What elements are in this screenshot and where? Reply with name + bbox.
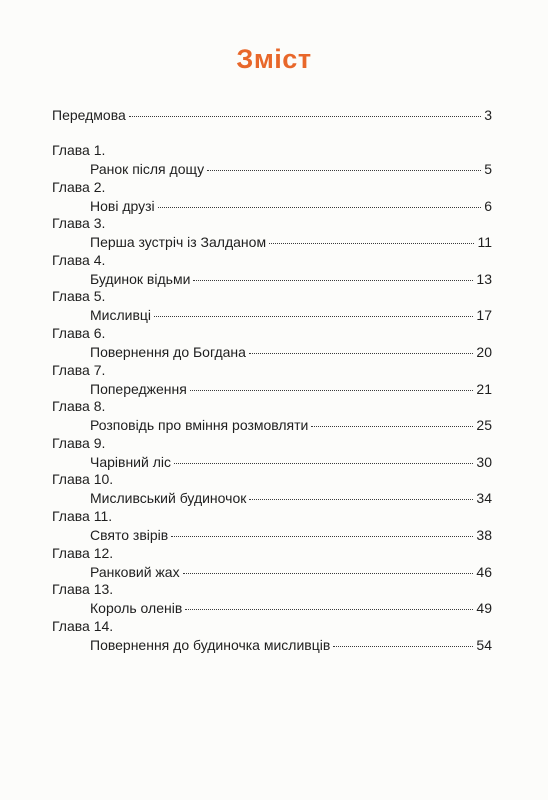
dot-leader: [249, 499, 473, 500]
toc-entry-chapter: [90, 526, 492, 544]
dot-leader: [190, 390, 474, 391]
page-number: 25: [476, 417, 492, 433]
dot-leader: [174, 463, 473, 464]
dot-leader: [183, 573, 474, 574]
chapter-title: Свято звірів: [90, 527, 169, 543]
chapter-label: Глава 12.: [52, 545, 114, 561]
dot-leader: [249, 353, 474, 354]
chapter-label: Глава 9.: [52, 435, 106, 451]
page-number: 3: [484, 107, 492, 123]
toc-entry-chapter: [90, 563, 492, 581]
page-number: 5: [484, 161, 492, 177]
chapter-title: Будинок відьми: [90, 271, 191, 287]
chapter-title: Попередження: [90, 381, 187, 397]
toc-entry-preface: [52, 106, 492, 124]
toc-entry-chapter: [90, 453, 492, 471]
chapter-title: Перша зустріч із Залданом: [90, 234, 267, 250]
chapter-title: Розповідь про вміння розмовляти: [90, 417, 309, 433]
chapter-label: Глава 4.: [52, 252, 106, 268]
chapter-title: Мисливці: [90, 307, 152, 323]
dot-leader: [185, 609, 473, 610]
toc-entry-chapter: [90, 489, 492, 507]
page-number: 11: [477, 234, 492, 250]
toc-entry-chapter: [90, 160, 492, 178]
chapter-label: Глава 10.: [52, 471, 114, 487]
chapter-label: Глава 7.: [52, 362, 106, 378]
page-number: 21: [476, 381, 492, 397]
page-number: 6: [484, 198, 492, 214]
chapter-title: Повернення до будиночка мисливців: [90, 637, 331, 653]
chapter-label: Глава 2.: [52, 179, 106, 195]
toc-entry-chapter: [90, 343, 492, 361]
chapter-label: Глава 6.: [52, 325, 106, 341]
chapter-title: Ранок після дощу: [90, 161, 205, 177]
chapter-title: Чарівний ліс: [90, 454, 171, 470]
page-number: 17: [476, 307, 492, 323]
toc-entry-chapter: [90, 636, 492, 654]
chapter-label: Глава 13.: [52, 581, 114, 597]
dot-leader: [193, 280, 473, 281]
dot-leader: [207, 170, 481, 171]
toc-entry-chapter: [90, 197, 492, 215]
chapter-title: Король оленів: [90, 600, 183, 616]
dot-leader: [158, 207, 482, 208]
page-number: 20: [476, 344, 492, 360]
chapter-label: Глава 8.: [52, 398, 106, 414]
dot-leader: [154, 316, 473, 317]
chapter-label: Глава 3.: [52, 215, 106, 231]
page-number: 49: [476, 600, 492, 616]
toc-entry-chapter: [90, 233, 492, 251]
toc-entry-chapter: [90, 599, 492, 617]
toc-entry-chapter: [90, 380, 492, 398]
chapter-label: Глава 1.: [52, 142, 106, 158]
page-number: 54: [476, 637, 492, 653]
page-number: 34: [476, 490, 492, 506]
page-number: 13: [476, 271, 492, 287]
dot-leader: [129, 116, 481, 117]
page-title: Зміст: [236, 44, 312, 74]
page-number: 38: [476, 527, 492, 543]
chapter-label: Глава 14.: [52, 618, 114, 634]
chapter-label: Глава 11.: [52, 508, 113, 524]
dot-leader: [171, 536, 473, 537]
chapter-title: Мисливський будиночок: [90, 490, 247, 506]
page-number: 46: [476, 564, 492, 580]
toc-entry-chapter: [90, 270, 492, 288]
toc-entry-chapter: [90, 306, 492, 324]
preface-label: Передмова: [52, 107, 126, 123]
dot-leader: [269, 243, 474, 244]
chapter-title: Ранковий жах: [90, 564, 180, 580]
chapter-title: Нові друзі: [90, 198, 155, 214]
toc-entry-chapter: [90, 416, 492, 434]
page-number: 30: [476, 454, 492, 470]
chapter-title: Повернення до Богдана: [90, 344, 246, 360]
dot-leader: [311, 426, 473, 427]
dot-leader: [333, 646, 473, 647]
chapter-label: Глава 5.: [52, 288, 106, 304]
